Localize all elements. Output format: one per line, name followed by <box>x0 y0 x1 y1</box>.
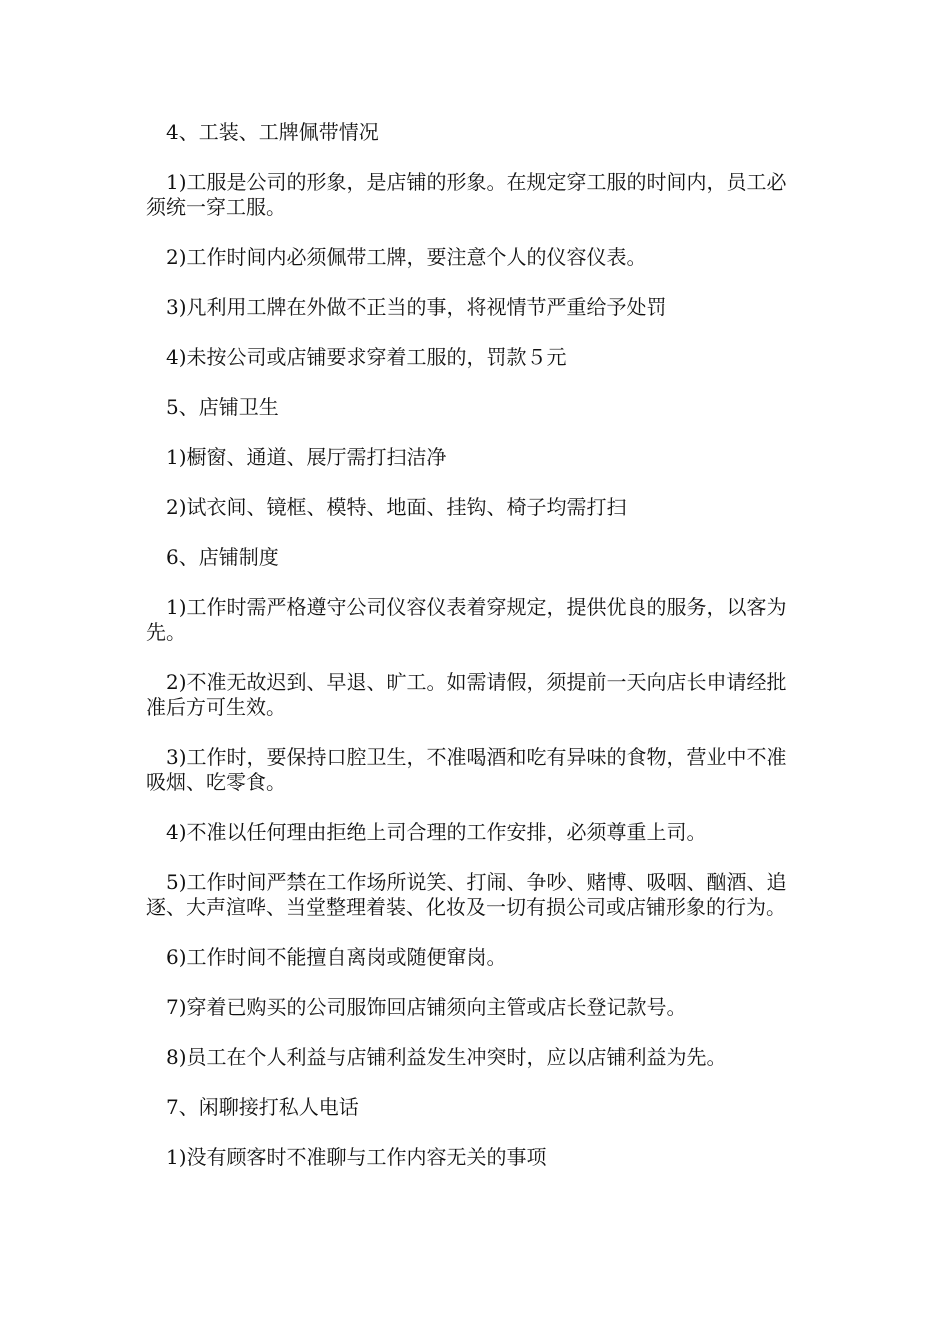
paragraph-hygiene-rule-1: 1)橱窗、通道、展厅需打扫洁净 <box>166 445 447 469</box>
paragraph-hygiene-rule-2: 2)试衣间、镜框、模特、地面、挂钩、椅子均需打扫 <box>166 495 627 519</box>
paragraph-store-rule-7: 7)穿着已购买的公司服饰回店铺须向主管或店长登记款号。 <box>166 995 687 1019</box>
section-heading-private-calls: 7、闲聊接打私人电话 <box>166 1095 359 1119</box>
paragraph-uniform-rule-2: 2)工作时间内必须佩带工牌，要注意个人的仪容仪表。 <box>166 245 647 269</box>
paragraph-store-rule-8: 8)员工在个人利益与店铺利益发生冲突时，应以店铺利益为先。 <box>166 1045 727 1069</box>
paragraph-store-rule-6: 6)工作时间不能擅自离岗或随便窜岗。 <box>166 945 507 969</box>
section-heading-uniform: 4、工装、工牌佩带情况 <box>166 120 379 144</box>
paragraph-store-rule-3: 3)工作时，要保持口腔卫生，不准喝酒和吃有异味的食物，营业中不准吸烟、吃零食。 <box>146 745 787 794</box>
paragraph-store-rule-2: 2)不准无故迟到、早退、旷工。如需请假，须提前一天向店长申请经批准后方可生效。 <box>146 670 787 719</box>
paragraph-store-rule-5: 5)工作时间严禁在工作场所说笑、打闹、争吵、赌博、吸咽、酗酒、追逐、大声渲哗、当堂整理着装、化妆及一切有损公司或店铺形象的行为。 <box>146 870 787 919</box>
paragraph-private-calls-rule-1: 1)没有顾客时不准聊与工作内容无关的事项 <box>166 1145 547 1169</box>
paragraph-uniform-rule-3: 3)凡利用工牌在外做不正当的事，将视情节严重给予处罚 <box>166 295 667 319</box>
paragraph-uniform-rule-1: 1)工服是公司的形象，是店铺的形象。在规定穿工服的时间内，员工必须统一穿工服。 <box>146 170 787 219</box>
paragraph-uniform-rule-4: 4)未按公司或店铺要求穿着工服的，罚款５元 <box>166 345 567 369</box>
document-body <box>146 120 806 1195</box>
paragraph-store-rule-1: 1)工作时需严格遵守公司仪容仪表着穿规定，提供优良的服务，以客为先。 <box>146 595 787 644</box>
paragraph-store-rule-4: 4)不准以任何理由拒绝上司合理的工作安排，必须尊重上司。 <box>166 820 707 844</box>
section-heading-hygiene: 5、店铺卫生 <box>166 395 279 419</box>
section-heading-store-rules: 6、店铺制度 <box>166 545 279 569</box>
